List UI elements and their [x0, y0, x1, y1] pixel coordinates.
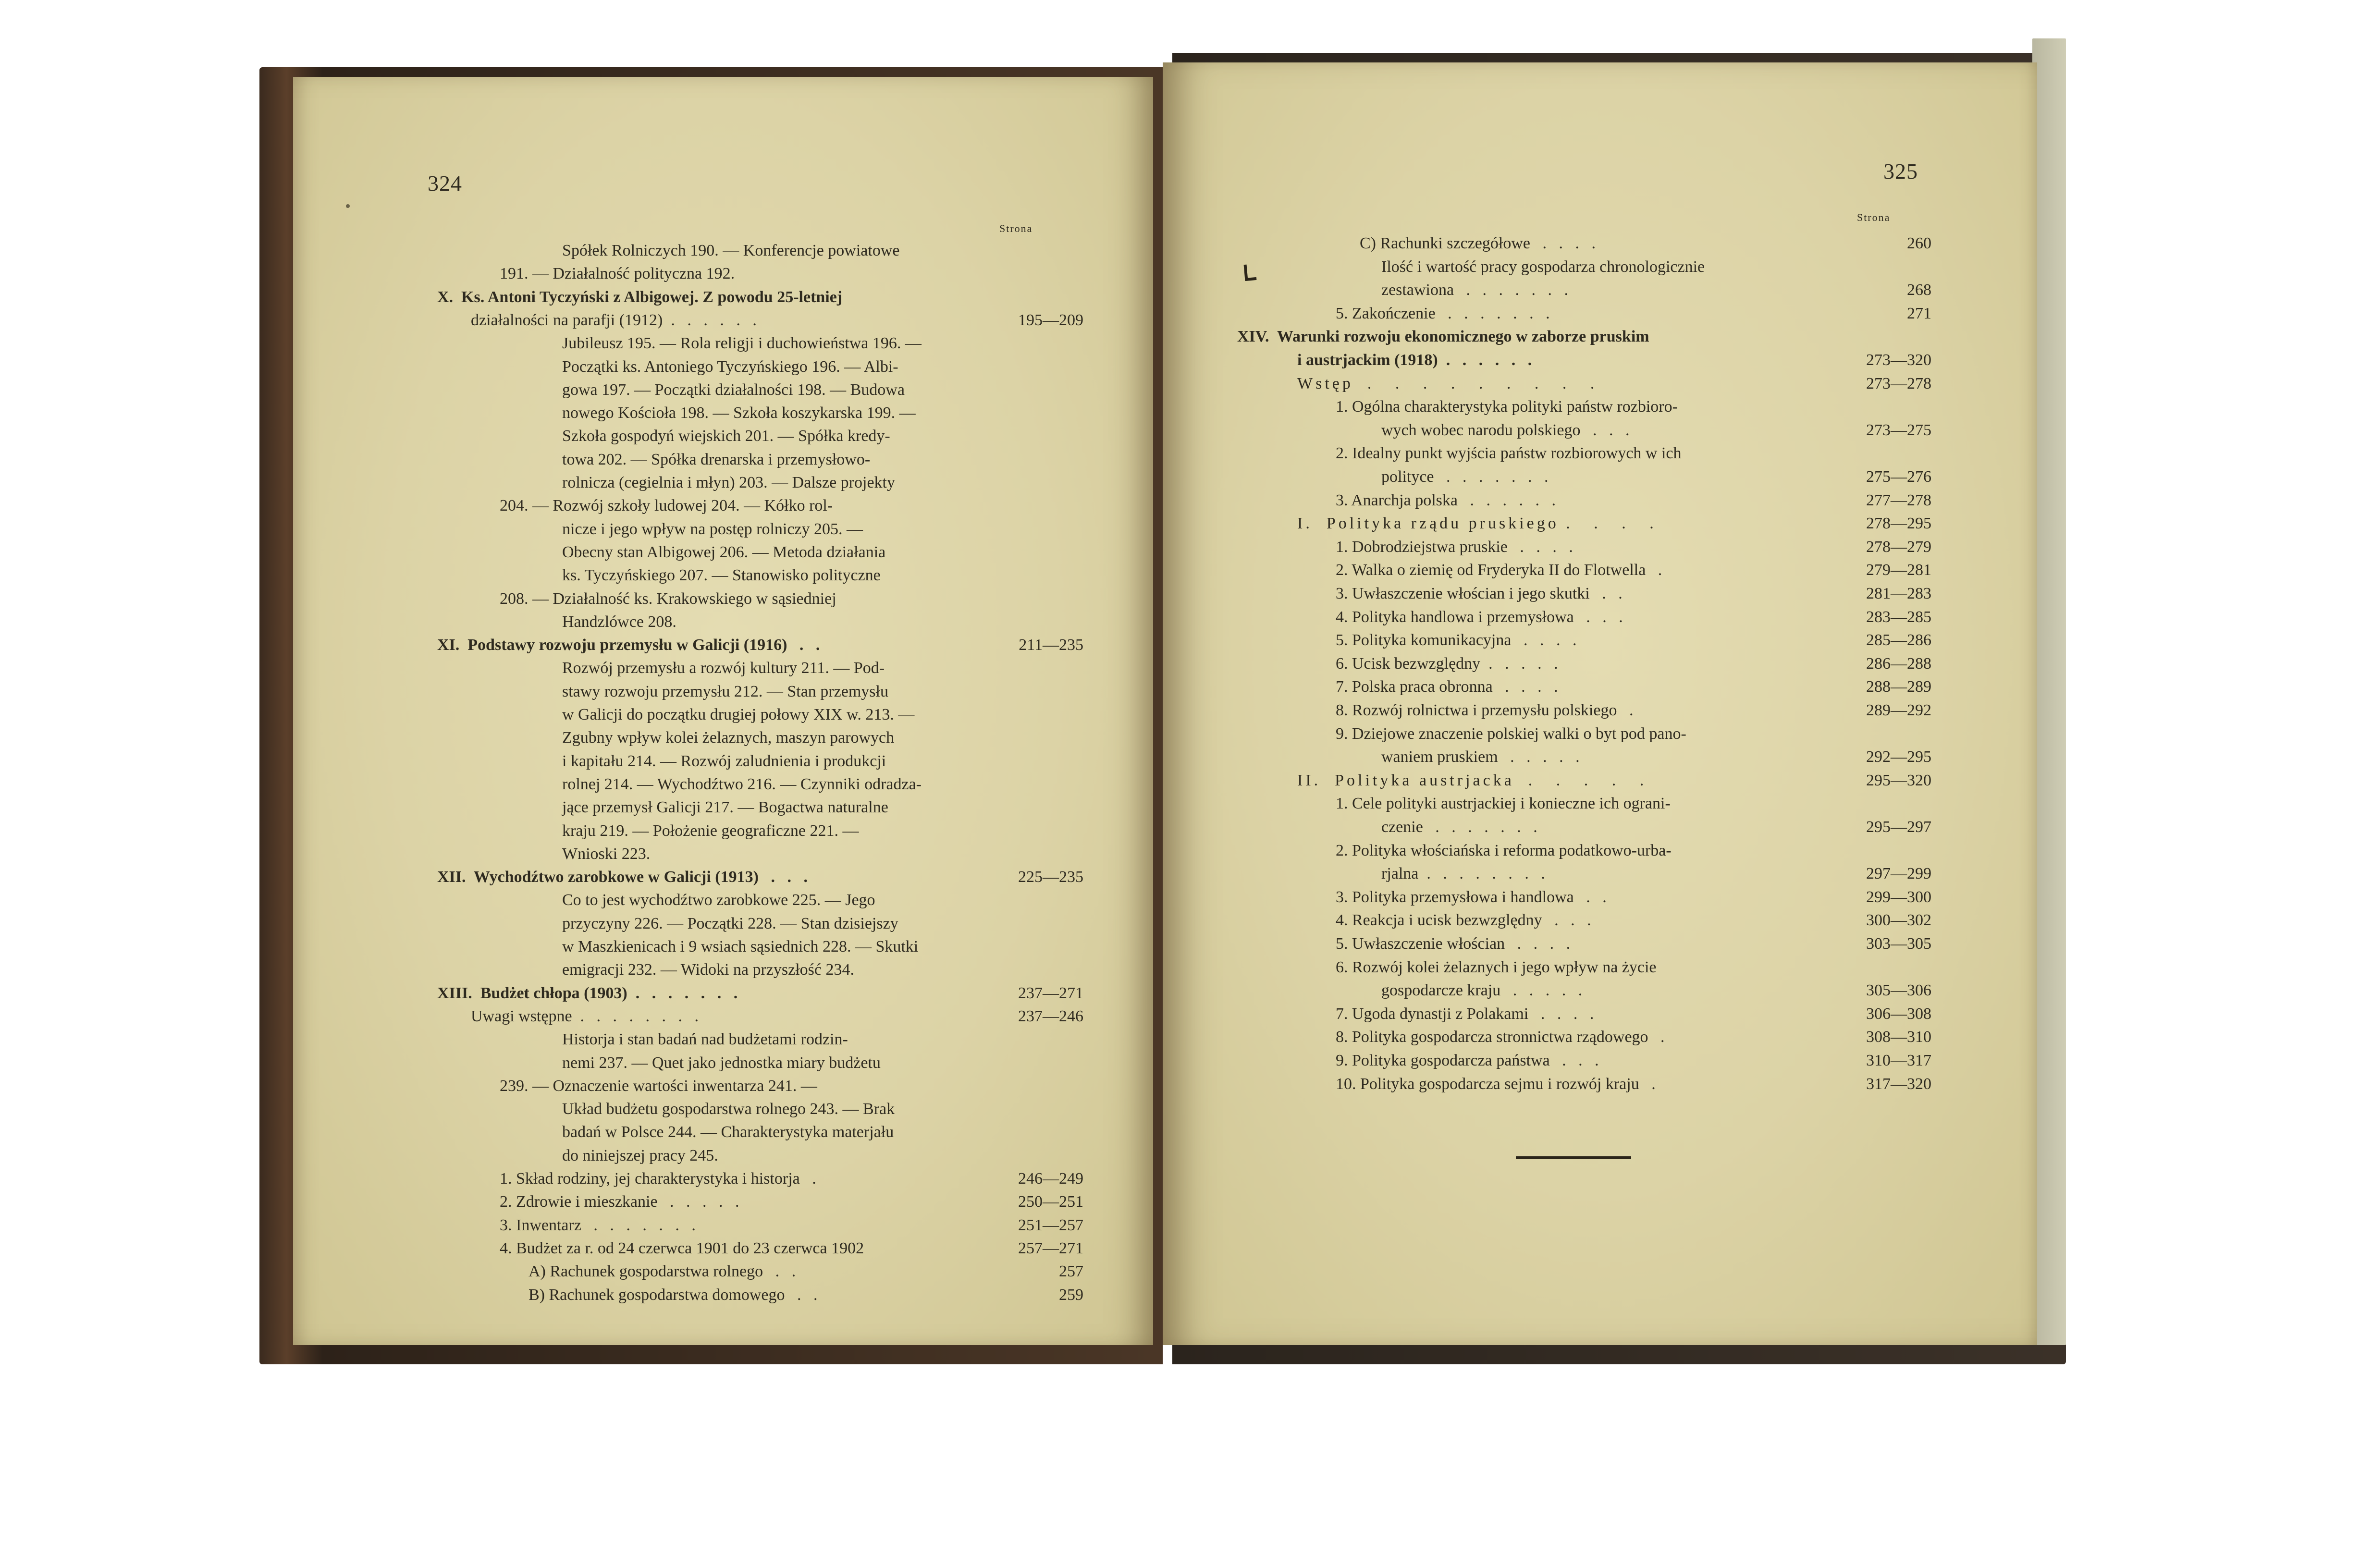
- toc-line: [1336, 1029, 1979, 1045]
- toc-line: [1336, 539, 1979, 555]
- toc-line: [1336, 679, 1979, 695]
- strona-header-right: Strona: [1857, 211, 1891, 223]
- toc-page-range: 306—308: [1866, 1004, 1931, 1023]
- toc-page-range: 278—279: [1866, 538, 1931, 556]
- toc-entry-text: 1. Ogólna charakterystyka polityki państw rozbioro-: [1336, 398, 1678, 416]
- toc-line: [1297, 376, 1979, 392]
- toc-line: [529, 1263, 1119, 1280]
- toc-entry-text: zestawiona . . . . . . .: [1381, 281, 1569, 299]
- toc-page-range: 246—249: [1018, 1170, 1083, 1188]
- toc-entry-text: 239. — Oznaczenie wartości inwentarza 241. —: [500, 1077, 817, 1095]
- toc-line: [562, 753, 975, 770]
- toc-entry-text: działalności na parafji (1912) . . . . . .: [471, 311, 757, 329]
- toc-page-range: 273—278: [1866, 374, 1931, 392]
- toc-page-range: 286—288: [1866, 654, 1931, 673]
- toc-page-range: 285—286: [1866, 631, 1931, 649]
- page-edge-strip: [2032, 38, 2066, 1345]
- toc-entry-text: 9. Polityka gospodarcza państwa . . .: [1336, 1052, 1599, 1069]
- toc-entry-text: II. Polityka austrjacka . . . . .: [1297, 771, 1647, 789]
- toc-entry-text: Co to jest wychodźtwo zarobkowe 225. — Jego: [562, 891, 875, 909]
- toc-page-range: 237—271: [1018, 984, 1083, 1002]
- toc-entry-text: 4. Budżet za r. od 24 czerwca 1901 do 23 czerwca 1902: [500, 1239, 864, 1257]
- toc-entry-text: rolnicza (cegielnia i młyn) 203. — Dalsze projekty: [562, 474, 895, 491]
- toc-line: [562, 799, 975, 816]
- toc-line: [562, 1124, 975, 1140]
- toc-entry-text: 208. — Działalność ks. Krakowskiego w sąsiedniej: [500, 589, 836, 608]
- toc-entry-text: 1. Skład rodziny, jej charakterystyka i historja .: [500, 1170, 816, 1188]
- toc-line: [1336, 912, 1979, 929]
- toc-line: [562, 335, 975, 352]
- toc-line: [562, 730, 975, 746]
- toc-entry-text: A) Rachunek gospodarstwa rolnego . .: [529, 1262, 796, 1281]
- toc-entry-text: jące przemysł Galicji 217. — Bogactwa naturalne: [562, 798, 888, 817]
- toc-line: [562, 962, 975, 978]
- toc-entry-text: Zgubny wpływ kolei żelaznych, maszyn parowych: [562, 729, 895, 747]
- toc-line: [1336, 445, 1826, 462]
- toc-entry-text: 5. Uwłaszczenie włościan . . . .: [1336, 935, 1571, 953]
- toc-entry-text: wych wobec narodu polskiego . . .: [1381, 421, 1630, 439]
- toc-line: [1381, 282, 1979, 298]
- toc-page-range: 257—271: [1018, 1239, 1083, 1257]
- toc-entry-text: Uwagi wstępne . . . . . . . .: [471, 1007, 699, 1025]
- toc-line: [1336, 306, 1979, 322]
- toc-entry-text: 1. Dobrodziejstwa pruskie . . . .: [1336, 538, 1573, 556]
- toc-page-range: 211—235: [1019, 636, 1083, 654]
- toc-entry-text: Handzlówce 208.: [562, 612, 676, 631]
- toc-entry-text: nemi 237. — Quet jako jednostka miary budżetu: [562, 1054, 881, 1072]
- toc-line: [437, 869, 1119, 885]
- toc-line: [500, 266, 975, 282]
- toc-line: [1336, 936, 1979, 952]
- toc-entry-text: XIV. Warunki rozwoju ekonomicznego w zaborze pruskim: [1237, 328, 1649, 346]
- toc-line: [562, 846, 975, 862]
- toc-line: [562, 614, 975, 630]
- toc-line: [471, 1008, 1119, 1025]
- toc-page-range: 259: [1059, 1286, 1083, 1304]
- toc-line: [500, 1171, 1119, 1187]
- toc-line: [1336, 399, 1826, 415]
- toc-entry-text: 2. Zdrowie i mieszkanie . . . . .: [500, 1193, 739, 1211]
- toc-page-range: 305—306: [1866, 981, 1931, 1000]
- left-page: [293, 77, 1153, 1345]
- toc-page-range: 288—289: [1866, 678, 1931, 696]
- toc-entry-text: 3. Anarchja polska . . . . . .: [1336, 491, 1556, 509]
- toc-line: [562, 916, 975, 932]
- toc-line: [1336, 656, 1979, 672]
- toc-page-range: 299—300: [1866, 888, 1931, 906]
- toc-entry-text: X. Ks. Antoni Tyczyński z Albigowej. Z powodu 25-letniej: [437, 288, 843, 306]
- toc-line: [562, 382, 975, 398]
- end-rule: [1516, 1156, 1631, 1159]
- toc-entry-text: 6. Rozwój kolei żelaznych i jego wpływ na życie: [1336, 958, 1657, 976]
- toc-page-range: 295—297: [1866, 818, 1931, 836]
- toc-entry-text: 4. Polityka handlowa i przemysłowa . . .: [1336, 608, 1623, 626]
- toc-page-range: 257: [1059, 1262, 1083, 1281]
- toc-line: [562, 544, 975, 561]
- toc-entry-text: 204. — Rozwój szkoły ludowej 204. — Kółko rol-: [500, 497, 833, 515]
- toc-line: [1336, 1076, 1979, 1092]
- toc-entry-text: 5. Polityka komunikacyjna . . . .: [1336, 631, 1577, 649]
- toc-line: [562, 405, 975, 421]
- toc-entry-text: 9. Dziejowe znaczenie polskiej walki o byt pod pano-: [1336, 724, 1686, 743]
- toc-page-range: 278—295: [1866, 514, 1931, 533]
- toc-line: [562, 567, 975, 584]
- toc-line: [1336, 1006, 1979, 1022]
- toc-page-range: 237—246: [1018, 1007, 1083, 1025]
- toc-line: [500, 1240, 1119, 1257]
- toc-entry-text: 6. Ucisk bezwzględny . . . . .: [1336, 654, 1558, 673]
- toc-page-range: 225—235: [1018, 868, 1083, 886]
- toc-line: [1336, 796, 1826, 812]
- page-number-left: 324: [428, 171, 462, 196]
- toc-entry-text: 191. — Działalność polityczna 192.: [500, 265, 735, 283]
- toc-entry-text: 3. Polityka przemysłowa i handlowa . .: [1336, 888, 1607, 906]
- toc-line: [562, 452, 975, 468]
- toc-line: [562, 359, 975, 375]
- right-page: [1163, 62, 2037, 1345]
- toc-entry-text: Szkoła gospodyń wiejskich 201. — Spółka kredy-: [562, 427, 890, 445]
- toc-entry-text: rolnej 214. — Wychodźtwo 216. — Czynniki odradza-: [562, 775, 922, 793]
- toc-line: [1336, 1053, 1979, 1069]
- toc-entry-text: ks. Tyczyńskiego 207. — Stanowisko polityczne: [562, 566, 881, 585]
- toc-page-range: 308—310: [1866, 1028, 1931, 1046]
- toc-page-range: 297—299: [1866, 865, 1931, 883]
- toc-line: [562, 428, 975, 444]
- toc-page-range: 277—278: [1866, 491, 1931, 509]
- toc-entry-text: i austrjackim (1918) . . . . . .: [1297, 351, 1532, 369]
- toc-page-range: 260: [1907, 234, 1931, 252]
- toc-entry-text: 4. Reakcja i ucisk bezwzględny . . .: [1336, 911, 1591, 930]
- toc-entry-text: 2. Idealny punkt wyjścia państw rozbiorowych w ich: [1336, 444, 1682, 463]
- toc-entry-text: 7. Ugoda dynastji z Polakami . . . .: [1336, 1004, 1594, 1023]
- toc-line: [562, 475, 975, 491]
- toc-entry-text: 3. Inwentarz . . . . . . .: [500, 1216, 696, 1234]
- toc-page-range: 195—209: [1018, 311, 1083, 329]
- toc-line: [1381, 866, 1979, 882]
- strona-header-left: Strona: [999, 222, 1033, 234]
- toc-page-range: 275—276: [1866, 468, 1931, 486]
- toc-entry-text: gospodarcze kraju . . . . .: [1381, 981, 1583, 1000]
- toc-entry-text: nowego Kościoła 198. — Szkoła koszykarska 199. —: [562, 404, 916, 422]
- toc-line: [1381, 749, 1979, 765]
- toc-entry-text: B) Rachunek gospodarstwa domowego . .: [529, 1286, 818, 1304]
- toc-line: [1237, 329, 1826, 345]
- ink-mark: [1244, 264, 1257, 281]
- toc-line: [500, 1078, 975, 1094]
- toc-line: [437, 289, 975, 306]
- toc-entry-text: Ilość i wartość pracy gospodarza chronologicznie: [1381, 257, 1705, 276]
- toc-entry-text: Historja i stan badań nad budżetami rodzin-: [562, 1030, 848, 1049]
- toc-entry-text: kraju 219. — Położenie geograficzne 221. —: [562, 821, 859, 840]
- toc-line: [1381, 819, 1979, 835]
- toc-page-range: 292—295: [1866, 748, 1931, 766]
- toc-entry-text: Spółek Rolniczych 190. — Konferencje powiatowe: [562, 242, 900, 259]
- toc-page-range: 295—320: [1866, 771, 1931, 789]
- toc-entry-text: Układ budżetu gospodarstwa rolnego 243. — Brak: [562, 1100, 895, 1118]
- toc-page-range: 300—302: [1866, 911, 1931, 930]
- toc-line: [437, 985, 1119, 1002]
- toc-page-range: 250—251: [1018, 1193, 1083, 1211]
- toc-line: [1360, 235, 1979, 252]
- toc-entry-text: 5. Zakończenie . . . . . . .: [1336, 304, 1550, 322]
- toc-entry-text: Wnioski 223.: [562, 845, 651, 863]
- toc-page-range: 310—317: [1866, 1052, 1931, 1069]
- toc-line: [1336, 609, 1979, 625]
- toc-line: [562, 1101, 975, 1117]
- toc-entry-text: 7. Polska praca obronna . . . .: [1336, 678, 1558, 696]
- toc-entry-text: XIII. Budżet chłopa (1903) . . . . . . .: [437, 984, 738, 1002]
- toc-entry-text: polityce . . . . . . .: [1381, 468, 1549, 486]
- toc-line: [1336, 586, 1979, 602]
- toc-line: [1336, 959, 1826, 976]
- toc-line: [562, 1031, 975, 1048]
- toc-line: [562, 939, 975, 955]
- toc-entry-text: 3. Uwłaszczenie włościan i jego skutki . .: [1336, 585, 1622, 602]
- toc-entry-text: rjalna . . . . . . . .: [1381, 865, 1545, 883]
- toc-entry-text: 8. Rozwój rolnictwa i przemysłu polskiego .: [1336, 701, 1634, 719]
- toc-page-range: 279—281: [1866, 561, 1931, 579]
- toc-line: [562, 521, 975, 538]
- toc-line: [1297, 772, 1979, 789]
- toc-entry-text: XI. Podstawy rozwoju przemysłu w Galicji (1916) . .: [437, 636, 820, 654]
- toc-entry-text: czenie . . . . . . .: [1381, 818, 1537, 836]
- toc-page-range: 317—320: [1866, 1075, 1931, 1093]
- toc-line: [1336, 843, 1826, 859]
- toc-line: [1336, 632, 1979, 649]
- toc-entry-text: i kapitału 214. — Rozwój zaludnienia i produkcji: [562, 752, 886, 770]
- toc-entry-text: XII. Wychodźtwo zarobkowe w Galicji (1913) . . .: [437, 868, 808, 886]
- toc-line: [437, 637, 1119, 653]
- toc-entry-text: stawy rozwoju przemysłu 212. — Stan przemysłu: [562, 682, 888, 700]
- toc-line: [471, 312, 1119, 329]
- toc-line: [1297, 352, 1979, 368]
- toc-line: [1336, 889, 1979, 906]
- toc-page-range: 289—292: [1866, 701, 1931, 719]
- toc-line: [1381, 469, 1979, 485]
- toc-page-range: 283—285: [1866, 608, 1931, 626]
- toc-line: [562, 1055, 975, 1071]
- paper-speck: [346, 204, 350, 208]
- toc-page-range: 268: [1907, 281, 1931, 299]
- toc-entry-text: 2. Walka o ziemię od Fryderyka II do Flotwella .: [1336, 561, 1662, 579]
- toc-entry-text: 8. Polityka gospodarcza stronnictwa rządowego .: [1336, 1028, 1665, 1046]
- toc-line: [1381, 259, 1826, 275]
- toc-entry-text: Rozwój przemysłu a rozwój kultury 211. — Pod-: [562, 659, 885, 677]
- toc-line: [529, 1287, 1119, 1303]
- toc-page-range: 273—275: [1866, 421, 1931, 439]
- toc-line: [562, 823, 975, 839]
- toc-entry-text: nicze i jego wpływ na postęp rolniczy 205. —: [562, 520, 863, 538]
- toc-line: [1297, 515, 1979, 532]
- toc-entry-text: przyczyny 226. — Początki 228. — Stan dzisiejszy: [562, 914, 898, 932]
- toc-entry-text: Jubileusz 195. — Rola religji i duchowieństwa 196. —: [562, 334, 922, 353]
- toc-page-range: 303—305: [1866, 935, 1931, 953]
- toc-line: [562, 660, 975, 676]
- toc-line: [562, 892, 975, 908]
- toc-entry-text: C) Rachunki szczegółowe . . . .: [1360, 234, 1596, 252]
- toc-entry-text: I. Polityka rządu pruskiego . . . .: [1297, 514, 1657, 533]
- toc-entry-text: badań w Polsce 244. — Charakterystyka materjału: [562, 1123, 894, 1141]
- toc-entry-text: waniem pruskiem . . . . .: [1381, 748, 1580, 766]
- toc-line: [500, 1217, 1119, 1234]
- page-number-right: 325: [1883, 159, 1918, 184]
- toc-page-range: 273—320: [1866, 351, 1931, 369]
- toc-entry-text: 1. Cele polityki austrjackiej i konieczne ich ograni-: [1336, 795, 1671, 813]
- toc-line: [562, 776, 975, 793]
- toc-entry-text: gowa 197. — Początki działalności 198. — Budowa: [562, 380, 905, 399]
- toc-line: [1336, 726, 1826, 742]
- toc-line: [1336, 702, 1979, 719]
- toc-entry-text: emigracji 232. — Widoki na przyszłość 234.: [562, 961, 854, 979]
- toc-line: [500, 591, 975, 607]
- toc-entry-text: 10. Polityka gospodarcza sejmu i rozwój kraju .: [1336, 1075, 1656, 1093]
- toc-entry-text: Początki ks. Antoniego Tyczyńskiego 196. — Albi-: [562, 357, 898, 376]
- toc-entry-text: w Maszkienicach i 9 wsiach sąsiednich 228. — Skutki: [562, 938, 919, 956]
- toc-entry-text: w Galicji do początku drugiej połowy XIX w. 213. —: [562, 706, 915, 723]
- toc-entry-text: towa 202. — Spółka drenarska i przemysłowo-: [562, 450, 871, 468]
- toc-line: [562, 1148, 975, 1164]
- toc-page-range: 251—257: [1018, 1216, 1083, 1234]
- toc-page-range: 271: [1907, 304, 1931, 322]
- toc-entry-text: do niniejszej pracy 245.: [562, 1146, 718, 1164]
- toc-line: [562, 243, 975, 259]
- toc-line: [1336, 562, 1979, 578]
- toc-line: [562, 707, 975, 723]
- toc-line: [1336, 492, 1979, 509]
- toc-line: [500, 498, 975, 514]
- toc-entry-text: 2. Polityka włościańska i reforma podatkowo-urba-: [1336, 841, 1672, 859]
- toc-entry-text: Wstęp . . . . . . . . .: [1297, 374, 1598, 392]
- toc-line: [1381, 422, 1979, 439]
- toc-line: [1381, 982, 1979, 999]
- toc-entry-text: Obecny stan Albigowej 206. — Metoda działania: [562, 543, 886, 561]
- toc-line: [500, 1194, 1119, 1210]
- toc-page-range: 281—283: [1866, 585, 1931, 602]
- toc-line: [562, 684, 975, 700]
